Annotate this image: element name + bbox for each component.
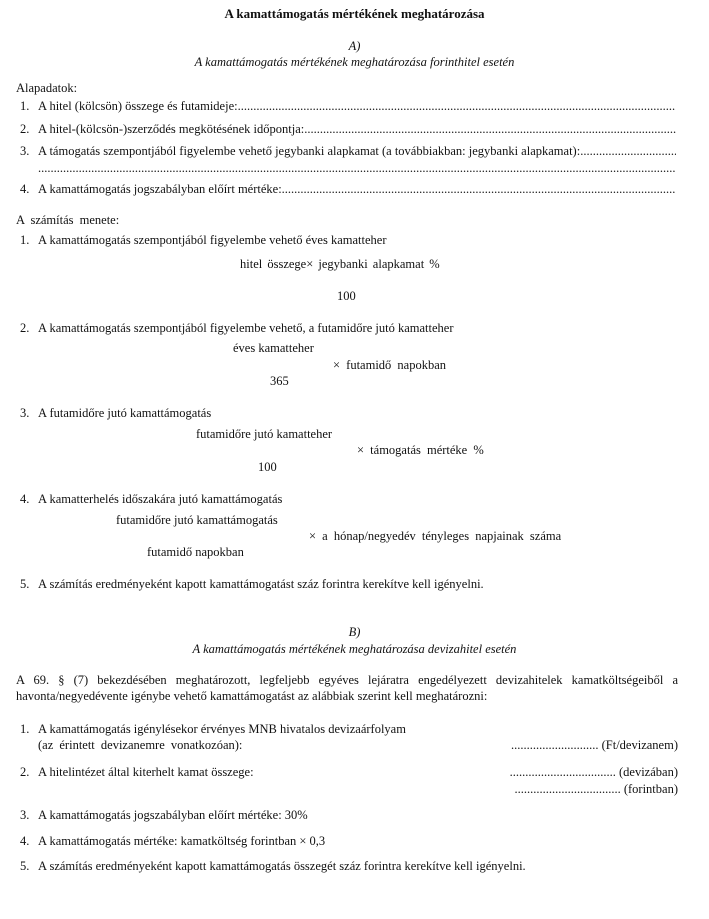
- fill-line: [238, 98, 676, 114]
- basics-item-text: A hitel-(kölcsön-)szerződés megkötésének időpontja:: [38, 122, 305, 136]
- section-a-subtitle: A kamattámogatás mértékének meghatározása forinthitel esetén: [194, 55, 515, 69]
- calc-item-number: 3.: [20, 406, 30, 420]
- formula-multiplier: × futamidő napokban: [333, 358, 447, 372]
- calc-item-text: A számítás eredményeként kapott kamattámogatást száz forintra kerekítve kell igényelni.: [38, 577, 484, 591]
- fill-line: [304, 121, 676, 137]
- formula-multiplier: × támogatás mértéke %: [357, 443, 484, 457]
- b-item-text: A számítás eredményeként kapott kamattámogatás összegét száz forintra kerekítve kell igényelni.: [38, 859, 526, 873]
- b-item: [20, 858, 526, 874]
- b-item: [20, 807, 308, 823]
- calc-item-text: A kamatterhelés időszakára jutó kamattámogatás: [38, 492, 283, 506]
- b-item: [20, 833, 325, 849]
- basics-item: [20, 121, 676, 137]
- b-item-text: A hitelintézet által kiterhelt kamat összege:: [38, 765, 254, 779]
- calc-item-text: A kamattámogatás szempontjából figyelembe vehető, a futamidőre jutó kamatteher: [38, 321, 454, 335]
- b-item: [20, 721, 406, 737]
- section-b-intro-line-2: havonta/negyedévente igénybe vehető kamattámogatást az alábbiak szerint kell meghatározni:: [16, 689, 488, 703]
- b-item-number: 5.: [20, 859, 30, 873]
- formula-denominator: 365: [270, 374, 289, 388]
- fill-line-ft-devizanem: ............................ (Ft/devizanem): [511, 738, 678, 752]
- formula-denominator: futamidő napokban: [147, 545, 244, 559]
- page-title: A kamattámogatás mértékének meghatározása: [224, 6, 485, 21]
- basics-item-text: A hitel (kölcsön) összege és futamideje:: [38, 99, 238, 113]
- formula-numerator: éves kamatteher: [233, 341, 314, 355]
- basics-item: [20, 98, 676, 114]
- section-b-intro-line-1: A 69. § (7) bekezdésében meghatározott, legfeljebb egyéves lejáratra engedélyezett devizahitelek kamatköltségeiből a: [16, 673, 678, 687]
- b-item-number: 1.: [20, 722, 30, 736]
- calc-item: [20, 491, 282, 507]
- fill-line-forintban: .................................. (forintban): [514, 782, 678, 796]
- basics-item: [20, 143, 676, 159]
- formula-denominator: 100: [337, 289, 356, 303]
- section-b-letter: B): [348, 625, 361, 639]
- b-item-text: A kamattámogatás mértéke: kamatköltség forintban × 0,3: [38, 834, 326, 848]
- formula-numerator: hitel összege× jegybanki alapkamat %: [240, 257, 440, 271]
- basics-item-number: 4.: [20, 182, 30, 196]
- calc-item: [20, 232, 387, 248]
- fill-line: [580, 143, 676, 159]
- basics-item-text: A támogatás szempontjából figyelembe vehető jegybanki alapkamat (a továbbiakban: jegybanki alapkamat):: [38, 144, 581, 158]
- calc-item-text: A kamattámogatás szempontjából figyelembe vehető éves kamatteher: [38, 233, 387, 247]
- calc-item: [20, 576, 484, 592]
- basics-label: Alapadatok:: [16, 81, 78, 95]
- b-item-text: A kamattámogatás igénylésekor érvényes MNB hivatalos devizaárfolyam: [38, 722, 406, 736]
- basics-item-number: 3.: [20, 144, 30, 158]
- formula-denominator: 100: [258, 460, 277, 474]
- basics-item-text: A kamattámogatás jogszabályban előírt mértéke:: [38, 182, 282, 196]
- b-item-number: 2.: [20, 765, 30, 779]
- basics-item-number: 1.: [20, 99, 30, 113]
- section-b-subtitle: A kamattámogatás mértékének meghatározása devizahitel esetén: [192, 642, 517, 656]
- b-item-text: A kamattámogatás jogszabályban előírt mértéke: 30%: [38, 808, 308, 822]
- calc-item-number: 2.: [20, 321, 30, 335]
- calc-item: [20, 405, 211, 421]
- fill-line-devizaban: .................................. (devizában): [509, 765, 678, 779]
- b-item: [20, 764, 254, 780]
- calc-item-number: 1.: [20, 233, 30, 247]
- basics-item-continuation: [20, 160, 676, 176]
- formula-numerator: futamidőre jutó kamatteher: [196, 427, 333, 441]
- fill-line: [282, 181, 676, 197]
- section-a-letter: A): [348, 39, 361, 53]
- formula-numerator: futamidőre jutó kamattámogatás: [116, 513, 278, 527]
- calc-item-number: 5.: [20, 577, 30, 591]
- b-item-text-continuation: (az érintett devizanemre vonatkozóan):: [38, 738, 243, 752]
- fill-line: [38, 160, 676, 176]
- basics-item: [20, 181, 676, 197]
- basics-item-number: 2.: [20, 122, 30, 136]
- calc-item-text: A futamidőre jutó kamattámogatás: [38, 406, 212, 420]
- calc-item-number: 4.: [20, 492, 30, 506]
- formula-multiplier: × a hónap/negyedév tényleges napjainak száma: [309, 529, 562, 543]
- b-item-number: 4.: [20, 834, 30, 848]
- calc-label: A számítás menete:: [16, 213, 120, 227]
- b-item-number: 3.: [20, 808, 30, 822]
- calc-item: [20, 320, 454, 336]
